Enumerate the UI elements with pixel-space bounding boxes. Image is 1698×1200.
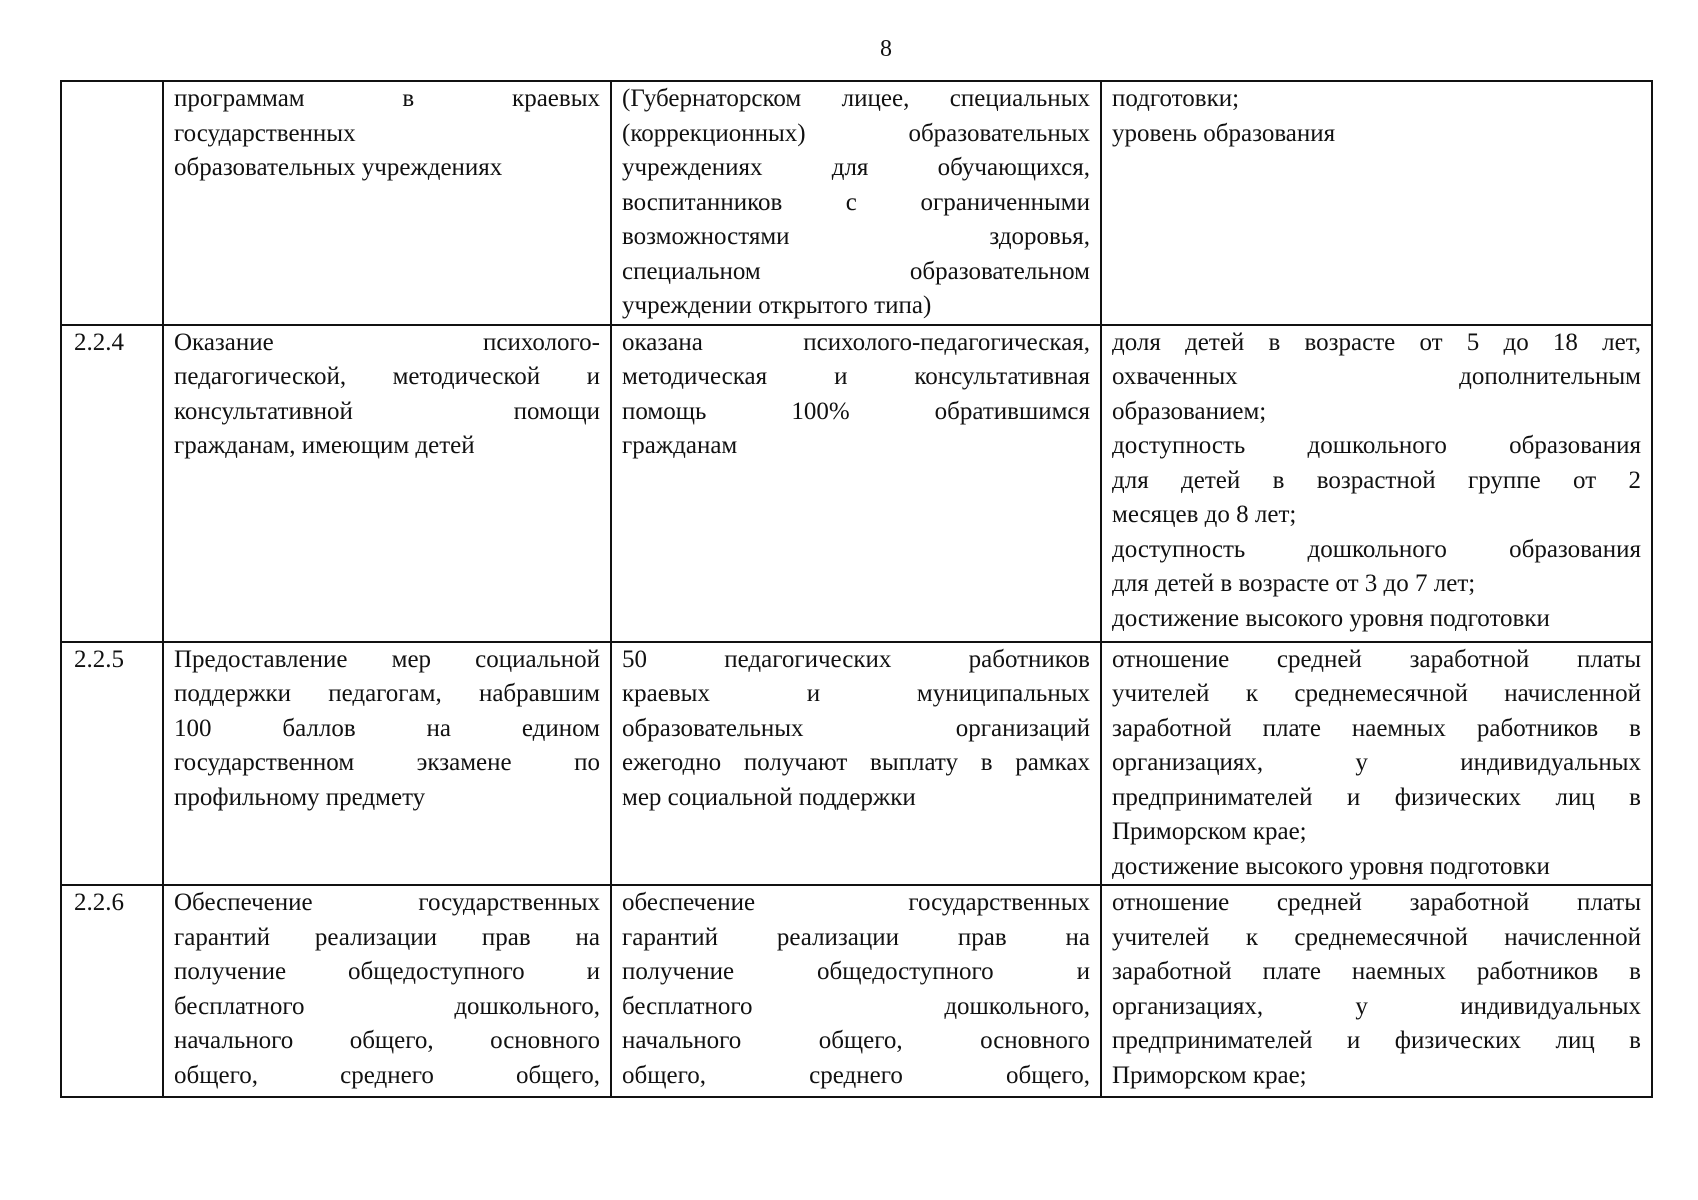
row-number: 2.2.6 xyxy=(61,885,163,1097)
result-cell xyxy=(611,325,1101,642)
cell-text-line: доля детей в возрасте от 5 до 18 лет, xyxy=(1112,328,1641,356)
cell-text-line: образовательных организаций xyxy=(622,714,1090,742)
cell-text-line: уровень образования xyxy=(1112,119,1336,147)
cell-text-line: (коррекционных) образовательных xyxy=(622,119,1090,147)
cell-text-line: получение общедоступного и xyxy=(174,958,600,985)
cell-text-line: гражданам, имеющим детей xyxy=(174,432,475,459)
cell-text-line: организациях, у индивидуальных xyxy=(1112,992,1641,1020)
cell-text-line: организациях, у индивидуальных xyxy=(1112,749,1641,776)
table-row xyxy=(61,81,1652,325)
row-number xyxy=(61,81,163,325)
event-cell xyxy=(163,885,611,1097)
cell-text-line: общего, среднего общего, xyxy=(622,1061,1090,1089)
cell-text-line: 100 баллов на едином xyxy=(174,714,600,742)
event-cell xyxy=(163,642,611,886)
cell-text-line: отношение средней заработной платы xyxy=(1112,645,1641,673)
cell-text-line: заработной плате наемных работников в xyxy=(1112,958,1641,985)
cell-text-line: начального общего, основного xyxy=(622,1027,1090,1054)
cell-text-line: оказана психолого-педагогическая, xyxy=(622,328,1090,356)
cell-text-line: получение общедоступного и xyxy=(622,958,1090,985)
cell-text-line: доступность дошкольного образования xyxy=(1112,432,1641,459)
cell-text-line: ежегодно получают выплату в рамках xyxy=(622,749,1090,776)
cell-text-line: мер социальной поддержки xyxy=(622,783,916,811)
cell-text-line: краевых и муниципальных xyxy=(622,680,1090,707)
event-cell xyxy=(163,81,611,325)
cell-text-line: гарантий реализации прав на xyxy=(622,923,1090,951)
cell-text-line: охваченных дополнительным xyxy=(1112,363,1641,390)
cell-text-line: подготовки; xyxy=(1112,85,1240,112)
cell-text-line: достижение высокого уровня подготовки xyxy=(1112,604,1550,632)
cell-text-line: Приморском крае; xyxy=(1112,818,1307,845)
cell-text-line: Обеспечение государственных xyxy=(174,889,600,916)
indicator-cell xyxy=(1101,885,1652,1097)
cell-text-line: учителей к среднемесячной начисленной xyxy=(1112,923,1641,951)
cell-text-line: учителей к среднемесячной начисленной xyxy=(1112,680,1641,707)
result-cell xyxy=(611,81,1101,325)
cell-text-line: Оказание психолого- xyxy=(174,328,600,356)
indicator-cell xyxy=(1101,642,1652,886)
cell-text-line: 50 педагогических работников xyxy=(622,645,1090,673)
cell-text-line: поддержки педагогам, набравшим xyxy=(174,680,600,707)
cell-text-line: Предоставление мер социальной xyxy=(174,645,600,673)
cell-text-line: Приморском крае; xyxy=(1112,1061,1307,1089)
cell-text-line: отношение средней заработной платы xyxy=(1112,889,1641,916)
cell-text-line: заработной плате наемных работников в xyxy=(1112,714,1641,742)
page-number: 8 xyxy=(880,36,892,62)
result-cell xyxy=(611,642,1101,886)
cell-text-line: государственном экзамене по xyxy=(174,749,600,776)
row-number: 2.2.5 xyxy=(61,642,163,886)
cell-text-line: гарантий реализации прав на xyxy=(174,923,600,951)
cell-text-line: бесплатного дошкольного, xyxy=(622,992,1090,1020)
cell-text-line: достижение высокого уровня подготовки xyxy=(1112,852,1550,880)
cell-text-line: для детей в возрастной группе от 2 xyxy=(1112,466,1641,494)
event-cell xyxy=(163,325,611,642)
table-row xyxy=(61,642,1652,886)
cell-text-line: для детей в возрасте от 3 до 7 лет; xyxy=(1112,570,1476,597)
cell-text-line: консультативной помощи xyxy=(174,397,600,425)
cell-text-line: возможностями здоровья, xyxy=(622,223,1090,250)
table-row xyxy=(61,325,1652,642)
cell-text-line: профильному предмету xyxy=(174,783,426,811)
result-cell xyxy=(611,885,1101,1097)
indicator-cell xyxy=(1101,325,1652,642)
table-row xyxy=(61,885,1652,1097)
cell-text-line: помощь 100% обратившимся xyxy=(622,397,1090,425)
measures-table xyxy=(60,80,1653,1098)
cell-text-line: общего, среднего общего, xyxy=(174,1061,600,1089)
cell-text-line: начального общего, основного xyxy=(174,1027,600,1054)
cell-text-line: доступность дошкольного образования xyxy=(1112,535,1641,563)
cell-text-line: образовательных учреждениях xyxy=(174,154,503,181)
cell-text-line: (Губернаторском лицее, специальных xyxy=(622,85,1090,112)
cell-text-line: специальном образовательном xyxy=(622,257,1090,285)
indicator-cell xyxy=(1101,81,1652,325)
cell-text-line: предпринимателей и физических лиц в xyxy=(1112,783,1641,811)
row-number: 2.2.4 xyxy=(61,325,163,642)
cell-text-line: месяцев до 8 лет; xyxy=(1112,501,1297,528)
cell-text-line: обеспечение государственных xyxy=(622,889,1090,916)
cell-text-line: воспитанников с ограниченными xyxy=(622,188,1090,216)
cell-text-line: бесплатного дошкольного, xyxy=(174,992,600,1020)
cell-text-line: гражданам xyxy=(622,432,738,459)
cell-text-line: государственных xyxy=(174,119,356,147)
cell-text-line: программам в краевых xyxy=(174,85,600,112)
cell-text-line: методическая и консультативная xyxy=(622,363,1090,390)
cell-text-line: образованием; xyxy=(1112,397,1267,425)
cell-text-line: учреждении открытого типа) xyxy=(622,292,932,319)
cell-text-line: учреждениях для обучающихся, xyxy=(622,154,1090,181)
cell-text-line: педагогической, методической и xyxy=(174,363,600,390)
cell-text-line: предпринимателей и физических лиц в xyxy=(1112,1027,1641,1054)
